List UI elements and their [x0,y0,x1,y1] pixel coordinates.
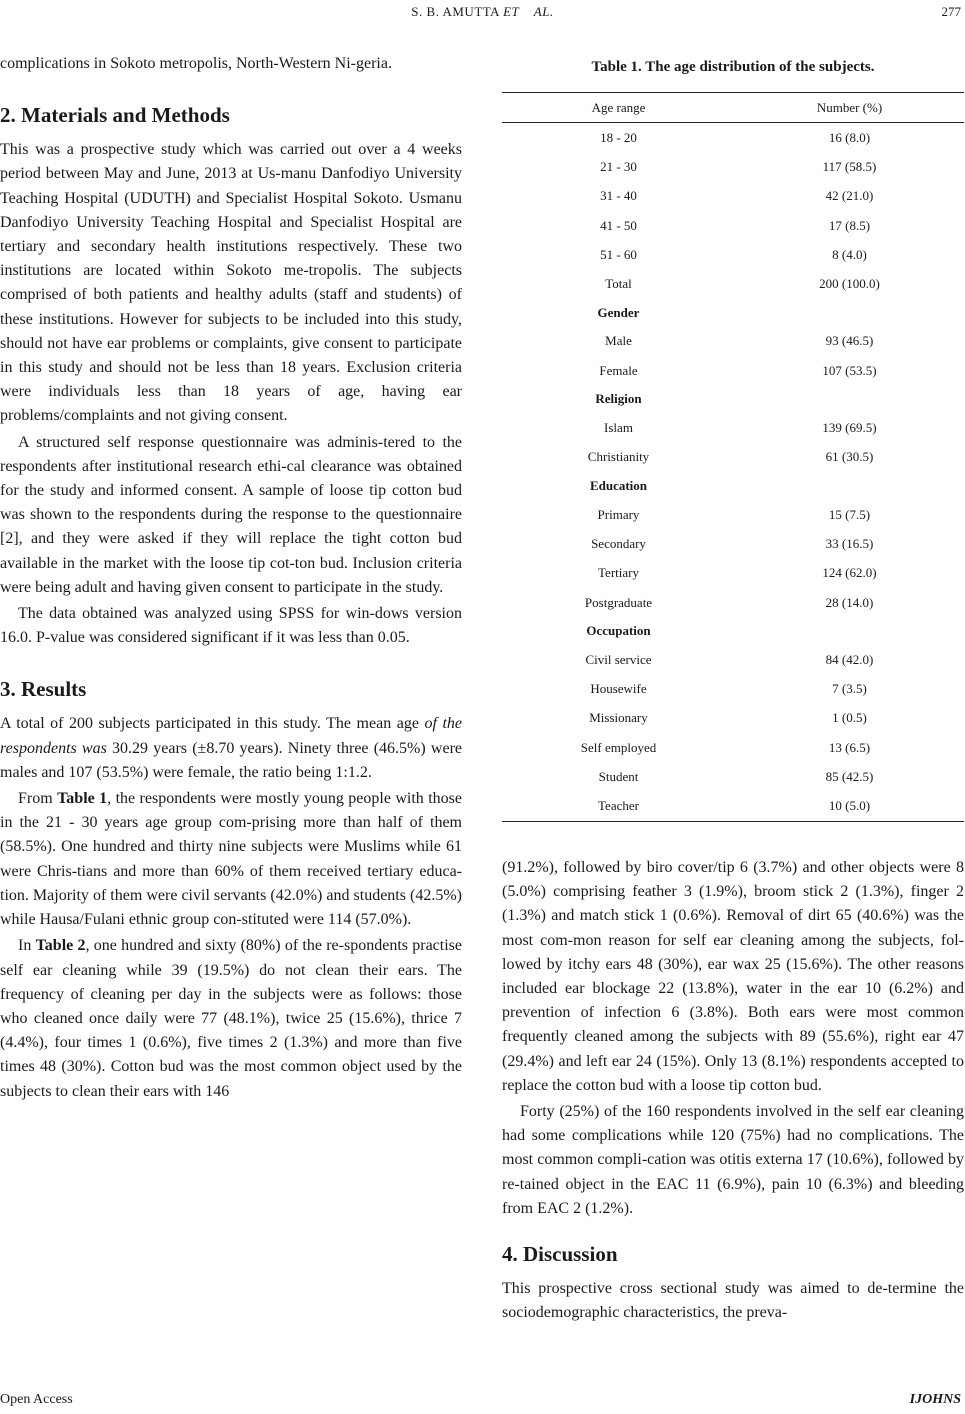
section-heading-results: 3. Results [0,677,87,702]
right-column [502,52,964,1325]
table-row [502,182,964,211]
table-cell-value: 139 (69.5) [822,420,877,436]
table-cell-label: Secondary [591,535,646,551]
table-1-reference: Table 1 [57,790,108,808]
et-al: ET AL. [503,4,554,19]
table-cell-value: 117 (58.5) [822,158,877,174]
table-cell-label: Teacher [502,792,735,822]
table-group-label: Education [589,477,648,493]
table-row [502,123,964,153]
footer-open-access: Open Access [0,1392,73,1407]
intro-paragraph-end: complications in Sokoto metropolis, North-Western Ni-geria. [0,55,392,72]
table-empty-cell [735,299,964,327]
table-row [502,529,964,558]
results-p3-part-a: In [18,937,36,955]
table-header-number: Number (%) [735,93,964,123]
results-paragraph-5: Forty (25%) of the 160 respondents involved in the self ear cleaning had some complications while 120 (75%) had no complications. The most common compli-cation was otitis externa 17 (10.6%), followed by re-tained object in the EAC 11 (6.9%), pain 10 (6.3%) and bleeding from EAC 2 (1.2%). [502,1102,964,1217]
table-cell-value: 85 (42.5) [825,768,874,784]
table-cell-value: 33 (16.5) [825,535,874,551]
table-cell-label: Housewife [590,681,647,697]
table-row [502,588,964,617]
table-cell-value: 17 (8.5) [828,217,871,233]
table-row [502,327,964,356]
table-empty-cell [735,472,964,500]
table-group-row [502,472,964,500]
section-heading-methods: 2. Materials and Methods [0,103,230,128]
table-cell-label: Self employed [580,739,657,755]
table-1-caption: Table 1. The age distribution of the subjects. [591,59,875,75]
table-cell-value: 13 (6.5) [828,739,871,755]
results-p1-part-c: 30.29 years (±8.70 years). Ninety three (46.5%) were males and 107 (53.5%) were female, the ratio being 1:1.2. [0,739,463,781]
running-head [0,0,965,26]
running-head-authors [0,4,965,20]
table-group-label: Gender [597,304,640,320]
table-header-row [502,93,964,123]
table-cell-label: Female [599,362,638,378]
table-cell-value: 61 (30.5) [825,449,874,465]
table-row [502,674,964,703]
table-cell-label: Tertiary [598,565,639,581]
table-row [502,443,964,472]
table-row [502,356,964,385]
methods-paragraph-2: A structured self response questionnaire was adminis-tered to the respondents after institutional research ethi-cal clearance was obtained for the study and informed consent. A sample of loose tip cotton bud was shown to the respondents during the response to the questionnaire [2], and they were asked if they will replace the tight cotton bud available in the market with the loose tip cot-ton bud. Inclusion criteria were being adult and having given consent to participate in the study. [0,433,462,596]
table-cell-label: Civil service [585,651,652,667]
table-cell-label: Christianity [587,449,650,465]
table-cell-value: 107 (53.5) [822,362,877,378]
results-paragraph-3 [0,934,462,1103]
table-cell-value: 42 (21.0) [825,188,874,204]
page-number: 277 [941,4,961,19]
discussion-paragraph-1: This prospective cross sectional study was aimed to de-termine the sociodemographic characteristics, the preva- [502,1279,964,1322]
results-paragraph-2 [0,787,462,932]
methods-paragraph-1: This was a prospective study which was carried out over a 4 weeks period between May and June, 2013 at Us-manu Danfodiyo University Teaching Hospital (UDUTH) and Specialist Hospital Sokoto. Usmanu Danfodiyo University Teaching Hospital and Specialist Hospital are tertiary and secondary health institutions respectively. These two institutions are located within Sokoto me-tropolis. The subjects comprised of both patients and healthy adults (staff and students) of these institutions. However for subjects to be included into this study, should not have ear problems or complaints, give consent to participate in this study and should not be less than 18 years. Exclusion criteria were individuals less than 18 years of age, having ear problems/complaints and not giving consent. [0,141,462,425]
table-cell-label: Student [598,768,639,784]
table-cell-value: 16 (8.0) [828,129,871,145]
table-cell-label: Total [605,276,632,292]
table-cell-value: 7 (3.5) [832,681,867,697]
table-cell-label: Islam [604,420,633,436]
results-p2-part-c: , the respondents were mostly young people with those in the 21 - 30 years age group com-prising more than half of them (58.5%). One hundred and thirty nine subjects were Muslims while 61 were Chris-tians and more than 60% of them received tertiary educa-tion. Majority of them were civil servants (42.0%) and students (42.5%) while Hausa/Fulani ethnic group con-stituted were 114 (57.0%). [0,790,463,929]
table-empty-cell [735,617,964,645]
table-1-body [502,123,964,822]
table-cell-label: 51 - 60 [600,246,637,262]
table-cell-value: 93 (46.5) [825,333,874,349]
section-heading-discussion: 4. Discussion [502,1241,618,1266]
table-cell-label: 31 - 40 [600,188,637,204]
table-cell-value: 8 (4.0) [832,246,867,262]
methods-paragraph-3: The data obtained was analyzed using SPSS for win-dows version 16.0. P-value was considered significant if it was less than 0.05. [0,605,462,647]
table-row [502,792,964,822]
table-row [502,240,964,269]
table-cell-label: Primary [597,506,640,522]
results-p1-part-a: A total of 200 subjects participated in this study. The mean age [0,715,425,733]
table-cell-label: 18 - 20 [600,129,637,145]
results-p2-part-a: From [18,790,58,808]
table-row [502,645,964,674]
table-row [502,762,964,791]
table-cell-label: 41 - 50 [600,217,637,233]
table-row [502,704,964,733]
results-p3-part-c: , one hundred and sixty (80%) of the re-spondents practise self ear cleaning while 39 (19.5%) do not clean their ears. The frequency of cleaning per day in the subjects were as follows: those who cleaned once daily were 77 (48.1%), twice 25 (15.6%), thrice 7 (4.4%), four times 1 (0.6%), five times 2 (1.3%) and more than five times 48 (30%). Cotton bud was the most common object used by the subjects to clean their ears with 146 [0,937,462,1100]
table-group-row [502,617,964,645]
table-cell-value: 15 (7.5) [828,506,871,522]
table-group-label: Religion [595,391,642,407]
table-row [502,152,964,181]
table-cell-value: 124 (62.0) [822,565,877,581]
table-header-age-range: Age range [502,93,735,123]
table-2-reference: Table 2 [35,937,86,955]
table-row [502,413,964,442]
table-row [502,269,964,298]
table-group-row [502,385,964,413]
table-row [502,211,964,240]
table-empty-cell [735,385,964,413]
results-p1-part-b: of the respondents was [0,715,462,757]
table-cell-value: 1 (0.5) [832,710,867,726]
table-cell-label: Male [605,333,632,349]
table-group-label: Occupation [586,623,651,639]
table-row [502,500,964,529]
table-row [502,733,964,762]
table-cell-value: 28 (14.0) [825,594,874,610]
table-1 [502,92,964,822]
table-cell-label: 21 - 30 [600,158,637,174]
results-paragraph-4: (91.2%), followed by biro cover/tip 6 (3.7%) and other objects were 8 (5.0%) comprising feather 3 (1.9%), broom stick 2 (1.3%), finger 2 (1.3%) and match stick 1 (0.6%). Removal of dirt 65 (40.6%) was the most com-mon reason for self ear cleaning among the subjects, fol-lowed by itchy ears 48 (30%), ear wax 25 (15.6%). The other reasons included ear blockage 22 (13.8%), water in the ear 10 (6.2%) and prevention of infection 6 (3.8%). Both ears were most common frequently cleaned among the subjects with 89 (55.6%), right ear 47 (29.4%) and left ear 24 (15%). Only 13 (8.1%) respondents accepted to replace the cotton bud with a loose tip cotton bud. [502,858,964,1094]
table-cell-label: Postgraduate [584,594,653,610]
left-column [0,52,462,1104]
table-group-row [502,299,964,327]
results-paragraph-1 [0,712,462,785]
footer-journal: IJOHNS [909,1392,961,1407]
table-cell-label: Missionary [589,710,648,726]
table-cell-value: 84 (42.0) [825,651,874,667]
author-names: S. B. AMUTTA [411,4,500,19]
table-cell-value: 200 (100.0) [819,276,880,292]
table-row [502,559,964,588]
table-cell-value: 10 (5.0) [735,792,964,822]
